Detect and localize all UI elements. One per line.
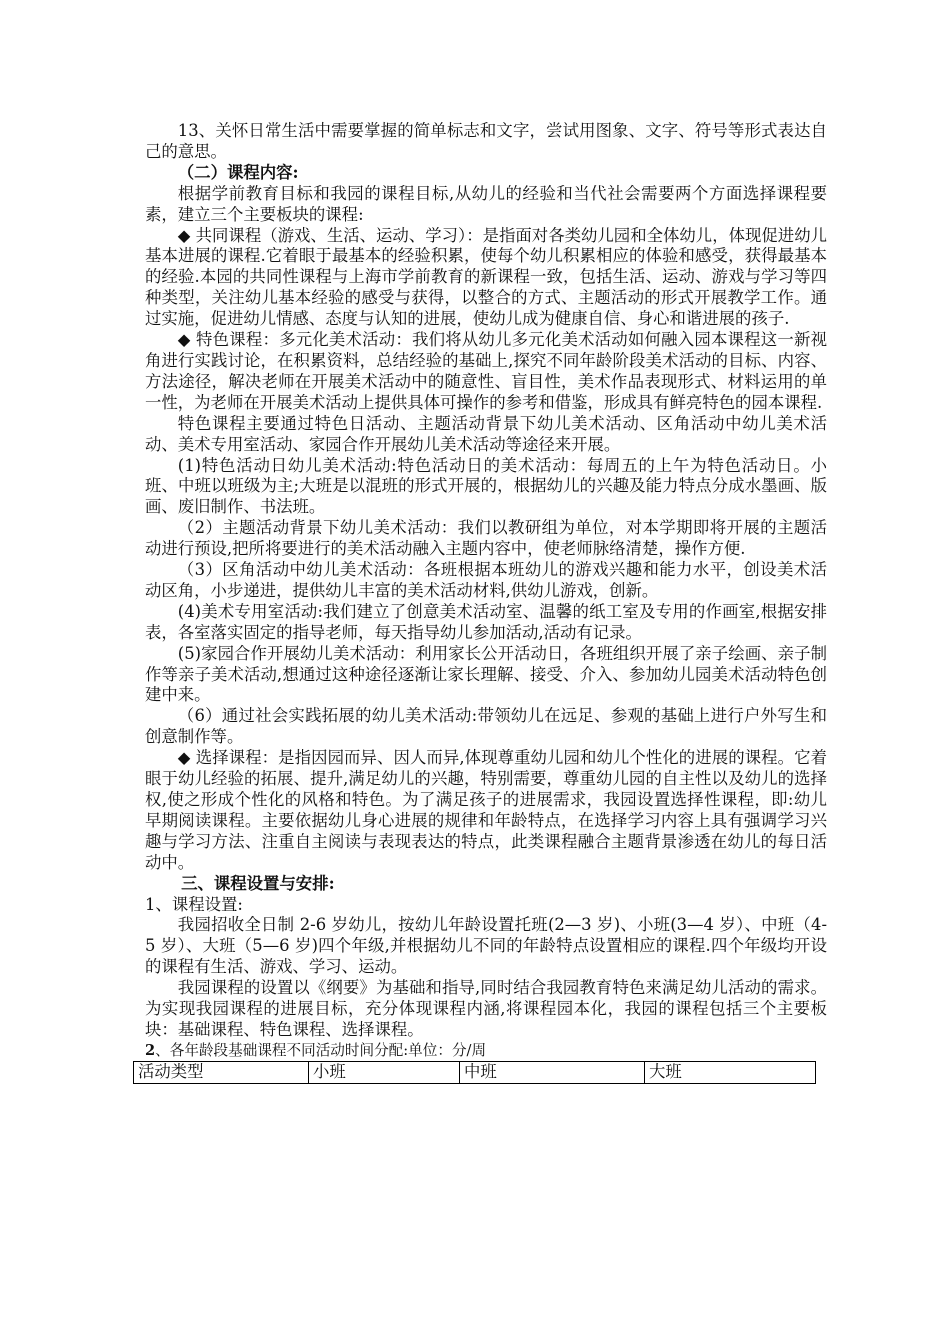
paragraph-intro: 根据学前教育目标和我园的课程目标,从幼儿的经验和当代社会需要两个方面选择课程要素，建立三个主要板块的课程:	[145, 183, 827, 224]
header-activity-type: 活动类型	[134, 1061, 309, 1083]
section-heading-course-setup: 三、课程设置与安排:	[181, 873, 335, 893]
section-heading-course-content: （二）课程内容:	[177, 162, 299, 182]
paragraph-item-2: （2）主题活动背景下幼儿美术活动：我们以教研组为单位，对本学期即将开展的主题活动进行预设,把所将要进行的美术活动融入主题内容中，使老师脉络清楚，操作方便.	[145, 518, 827, 559]
paragraph-elective-course: ◆ 选择课程：是指因园而异、因人而异,体现尊重幼儿园和幼儿个性化的进展的课程。它着眼于幼儿经验的拓展、提升,满足幼儿的兴趣，特别需要，尊重幼儿园的自主性以及幼儿的选择权,使之形成个性化的风格和特色。为了满足孩子的进展需求，我园设置选择性课程，即:幼儿早期阅读课程。主要依据幼儿身心进展的规律和年龄特点，在选择学习内容上具有强调学习兴趣与学习方法、注重自主阅读与表现表达的特点，此类课程融合主题背景渗透在幼儿的每日活动中。	[145, 748, 827, 872]
paragraph-item-5: (5)家园合作开展幼儿美术活动：利用家长公开活动日，各班组织开展了亲子绘画、亲子制作等亲子美术活动,想通过这种途径逐渐让家长理解、接受、介入、参加幼儿园美术活动特色创建中来。	[145, 643, 827, 705]
subheading-course-setup: 1、课程设置:	[145, 894, 243, 914]
paragraph-feature-ways: 特色课程主要通过特色日活动、主题活动背景下幼儿美术活动、区角活动中幼儿美术活动、美术专用室活动、家园合作开展幼儿美术活动等途径来开展。	[145, 413, 827, 454]
activity-time-table	[133, 1061, 816, 1084]
table-header-row	[134, 1061, 816, 1083]
paragraph-enrollment: 我园招收全日制 2-6 岁幼儿，按幼儿年龄设置托班(2—3 岁)、小班(3—4 岁）、中班（4-5 岁）、大班（5—6 岁)四个年级,并根据幼儿不同的年龄特点设置相应的课程.四个年级均开设的课程有生活、游戏、学习、运动。	[145, 915, 827, 977]
header-large-class: 大班	[645, 1061, 816, 1083]
paragraph-item-1: (1)特色活动日幼儿美术活动:特色活动日的美术活动：每周五的上午为特色活动日。小班、中班以班级为主;大班是以混班的形式开展的，根据幼儿的兴趣及能力特点分成水墨画、版画、废旧制作、书法班。	[145, 455, 827, 517]
paragraph-course-design: 我园课程的设置以《纲要》为基础和指导,同时结合我园教育特色来满足幼儿活动的需求。为实现我园课程的进展目标，充分体现课程内涵,将课程园本化，我园的课程包括三个主要板块：基础课程、特色课程、选择课程。	[145, 978, 827, 1039]
caption-number: 2	[145, 1041, 156, 1059]
paragraph-item-6: （6）通过社会实践拓展的幼儿美术活动:带领幼儿在远足、参观的基础上进行户外写生和创意制作等。	[145, 706, 827, 747]
header-middle-class: 中班	[460, 1061, 645, 1083]
paragraph-item-3: （3）区角活动中幼儿美术活动：各班根据本班幼儿的游戏兴趣和能力水平，创设美术活动区角，小步递进，提供幼儿丰富的美术活动材料,供幼儿游戏，创新。	[145, 560, 827, 600]
paragraph-common-course: ◆ 共同课程（游戏、生活、运动、学习）：是指面对各类幼儿园和全体幼儿，体现促进幼儿基本进展的课程.它着眼于最基本的经验积累，使每个幼儿积累相应的体验和感受，获得最基本的经验.本园的共同性课程与上海市学前教育的新课程一致，包括生活、运动、游戏与学习等四种类型，关注幼儿基本经验的感受与获得，以整合的方式、主题活动的形式开展教学工作。通过实施，促进幼儿情感、态度与认知的进展，使幼儿成为健康自信、身心和谐进展的孩子.	[145, 225, 827, 329]
table-caption	[145, 1041, 827, 1061]
paragraph-item-4: (4)美术专用室活动:我们建立了创意美术活动室、温馨的纸工室及专用的作画室,根据安排表，各室落实固定的指导老师，每天指导幼儿参加活动,活动有记录。	[145, 601, 827, 642]
header-small-class: 小班	[309, 1061, 460, 1083]
caption-text: 、各年龄段基础课程不同活动时间分配:单位：分/周	[155, 1041, 487, 1059]
paragraph-13: 13、关怀日常生活中需要掌握的简单标志和文字，尝试用图象、文字、符号等形式表达自己的意思。	[145, 121, 827, 161]
paragraph-feature-course: ◆ 特色课程：多元化美术活动：我们将从幼儿多元化美术活动如何融入园本课程这一新视角进行实践讨论，在积累资料，总结经验的基础上,探究不同年龄阶段美术活动的目标、内容、方法途径，解决老师在开展美术活动中的随意性、盲目性，美术作品表现形式、材料运用的单一性，为老师在开展美术活动上提供具体可操作的参考和借鉴，形成具有鲜亮特色的园本课程.	[145, 330, 827, 412]
